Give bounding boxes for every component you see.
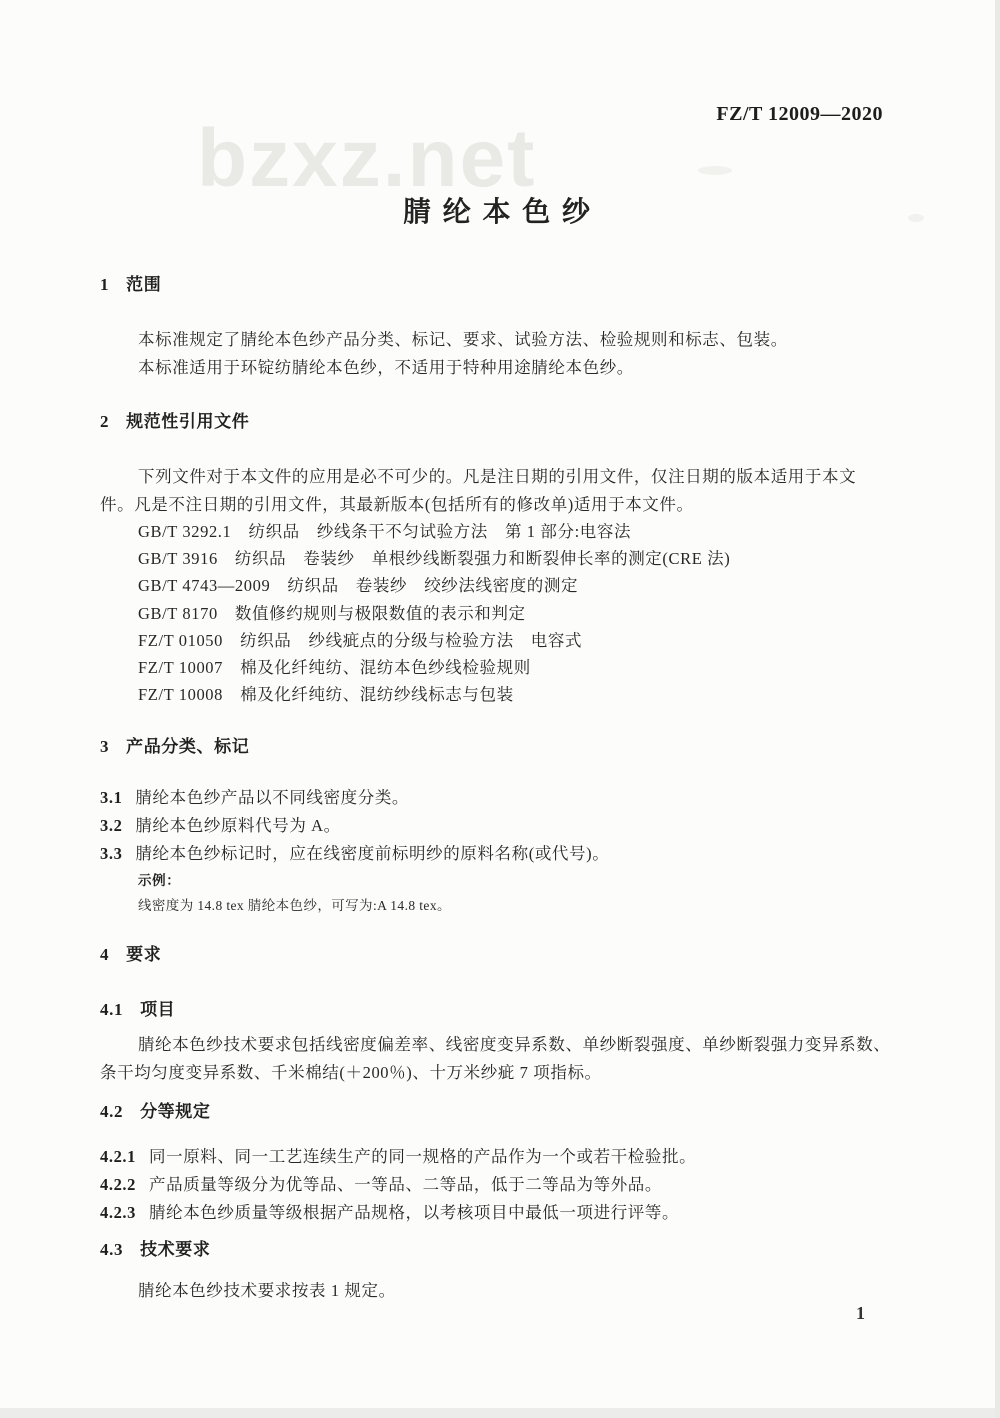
paragraph: 下列文件对于本文件的应用是必不可少的。凡是注日期的引用文件，仅注日期的版本适用于本文	[138, 467, 857, 486]
section-title: 产品分类、标记	[126, 737, 250, 756]
reference-item: FZ/T 10007 棉及化纤纯纺、混纺本色纱线检验规则	[138, 658, 531, 677]
section-title: 规范性引用文件	[126, 412, 250, 431]
section-number: 3	[100, 737, 110, 756]
reference-item: FZ/T 01050 纺织品 纱线疵点的分级与检验方法 电容式	[138, 631, 583, 650]
watermark: bzxz.net	[197, 113, 537, 204]
clause-text: 腈纶本色纱质量等级根据产品规格，以考核项目中最低一项进行评等。	[149, 1203, 680, 1222]
section-1-heading	[100, 276, 161, 293]
clause-4-2-1	[100, 1149, 696, 1166]
clause-number: 3.1	[100, 788, 123, 807]
section-3-heading	[100, 738, 249, 755]
section-2-heading	[100, 413, 249, 430]
clause-text: 腈纶本色纱原料代号为 A。	[135, 816, 341, 835]
page-number: 1	[856, 1303, 865, 1323]
clause-title: 分等规定	[140, 1102, 211, 1121]
standard-code: FZ/T 12009—2020	[716, 103, 883, 125]
reference-item: GB/T 8170 数值修约规则与极限数值的表示和判定	[138, 604, 526, 623]
clause-text: 同一原料、同一工艺连续生产的同一规格的产品作为一个或若干检验批。	[149, 1147, 697, 1166]
paragraph: 条干均匀度变异系数、千米棉结(＋200％)、十万米纱疵 7 项指标。	[100, 1063, 602, 1082]
reference-item: GB/T 4743—2009 纺织品 卷装纱 绞纱法线密度的测定	[138, 576, 579, 595]
clause-4-3-heading	[100, 1241, 210, 1258]
clause-number: 4.3	[100, 1240, 124, 1259]
clause-number: 3.2	[100, 816, 123, 835]
section-number: 4	[100, 945, 110, 964]
clause-4-2-3	[100, 1205, 679, 1222]
scan-edge-right	[995, 0, 1000, 1418]
section-number: 2	[100, 412, 110, 431]
section-4-heading	[100, 946, 161, 963]
clause-number: 4.2.1	[100, 1147, 136, 1166]
scan-edge-bottom	[0, 1408, 995, 1418]
reference-item: GB/T 3916 纺织品 卷装纱 单根纱线断裂强力和断裂伸长率的测定(CRE 法)	[138, 549, 731, 568]
clause-number: 4.2.2	[100, 1175, 136, 1194]
clause-text: 腈纶本色纱标记时，应在线密度前标明纱的原料名称(或代号)。	[135, 844, 610, 863]
clause-3-2	[100, 818, 341, 835]
clause-number: 3.3	[100, 844, 123, 863]
example-text: 线密度为 14.8 tex 腈纶本色纱，可写为:A 14.8 tex。	[138, 898, 451, 913]
paragraph: 腈纶本色纱技术要求按表 1 规定。	[138, 1281, 396, 1300]
section-title: 要求	[126, 945, 162, 964]
example-label: 示例：	[138, 873, 181, 888]
clause-4-2-2	[100, 1177, 662, 1194]
scan-smudge	[908, 214, 924, 222]
scan-smudge	[698, 166, 732, 175]
clause-4-1-heading	[100, 1001, 175, 1018]
clause-title: 项目	[140, 1000, 176, 1019]
clause-number: 4.1	[100, 1000, 124, 1019]
clause-text: 腈纶本色纱产品以不同线密度分类。	[135, 788, 410, 807]
clause-3-3	[100, 846, 609, 863]
paragraph: 腈纶本色纱技术要求包括线密度偏差率、线密度变异系数、单纱断裂强度、单纱断裂强力变异系数、	[138, 1035, 891, 1054]
clause-3-1	[100, 790, 409, 807]
clause-number: 4.2	[100, 1102, 124, 1121]
section-number: 1	[100, 275, 110, 294]
reference-item: GB/T 3292.1 纺织品 纱线条干不匀试验方法 第 1 部分:电容法	[138, 522, 632, 541]
clause-number: 4.2.3	[100, 1203, 136, 1222]
clause-4-2-heading	[100, 1103, 210, 1120]
paragraph: 本标准适用于环锭纺腈纶本色纱，不适用于特种用途腈纶本色纱。	[138, 358, 634, 377]
document-title: 腈 纶 本 色 纱	[402, 196, 593, 227]
paragraph: 本标准规定了腈纶本色纱产品分类、标记、要求、试验方法、检验规则和标志、包装。	[138, 330, 788, 349]
section-title: 范围	[126, 275, 162, 294]
clause-title: 技术要求	[140, 1240, 211, 1259]
clause-text: 产品质量等级分为优等品、一等品、二等品，低于二等品为等外品。	[149, 1175, 662, 1194]
reference-item: FZ/T 10008 棉及化纤纯纺、混纺纱线标志与包装	[138, 685, 514, 704]
paragraph: 件。凡是不注日期的引用文件，其最新版本(包括所有的修改单)适用于本文件。	[100, 495, 694, 514]
